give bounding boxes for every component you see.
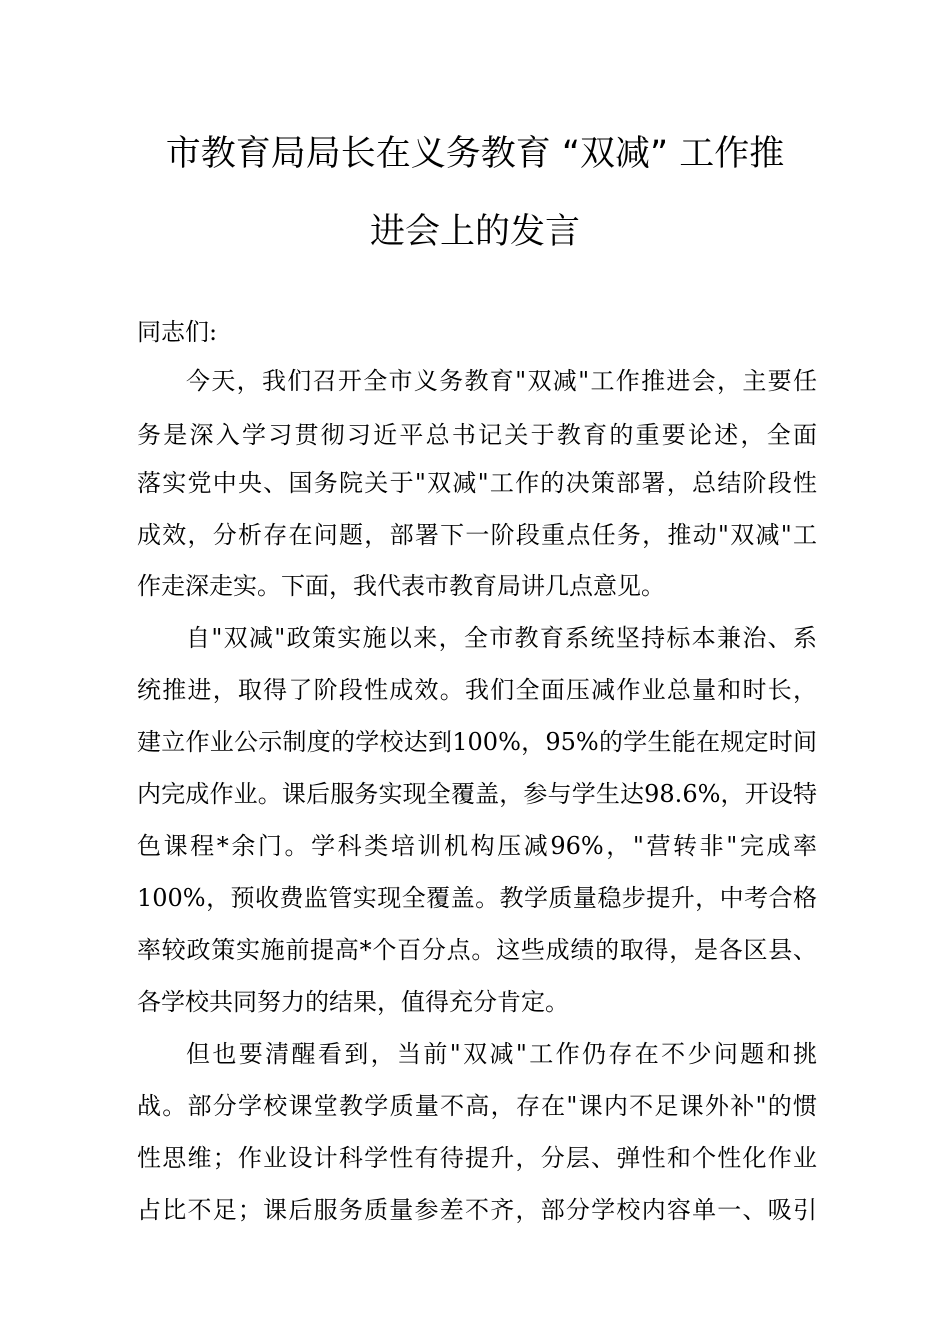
paragraph-3-line-1: 但也要清醒看到，当前"双减"工作仍存在不少问题和挑 <box>186 1040 817 1068</box>
paragraph-2-line-1: 自"双减"政策实施以来，全市教育系统坚持标本兼治、系 <box>186 624 817 652</box>
paragraph-1-line-5: 作走深走实。下面，我代表市教育局讲几点意见。 <box>137 572 665 600</box>
paragraph-2-line-2: 统推进，取得了阶段性成效。我们全面压减作业总量和时长， <box>137 676 817 704</box>
paragraph-2-line-5: 色课程*余门。学科类培训机构压减96%，"营转非"完成率 <box>137 832 817 860</box>
paragraph-2-line-6: 100%，预收费监管实现全覆盖。教学质量稳步提升，中考合格 <box>137 884 817 912</box>
paragraph-2-line-3: 建立作业公示制度的学校达到100%，95%的学生能在规定时间 <box>137 728 817 756</box>
salutation: 同志们: <box>137 318 218 346</box>
paragraph-1-line-4: 成效，分析存在问题，部署下一阶段重点任务，推动"双减"工 <box>137 521 817 549</box>
paragraph-1-line-3: 落实党中央、国务院关于"双减"工作的决策部署，总结阶段性 <box>137 469 817 497</box>
paragraph-2-line-7: 率较政策实施前提高*个百分点。这些成绩的取得，是各区县、 <box>137 936 817 964</box>
document-title-line-2: 进会上的发言 <box>369 212 580 252</box>
document-title-line-1: 市教育局局长在义务教育 “双减” 工作推 <box>165 134 785 174</box>
paragraph-1-line-2: 务是深入学习贯彻习近平总书记关于教育的重要论述，全面 <box>137 421 817 449</box>
paragraph-3-line-3: 性思维；作业设计科学性有待提升，分层、弹性和个性化作业 <box>137 1144 817 1172</box>
paragraph-2-line-4: 内完成作业。课后服务实现全覆盖，参与学生达98.6%，开设特 <box>137 780 817 808</box>
paragraph-3-line-2: 战。部分学校课堂教学质量不高，存在"课内不足课外补"的惯 <box>137 1092 817 1120</box>
paragraph-2-line-8: 各学校共同努力的结果，值得充分肯定。 <box>137 988 569 1016</box>
paragraph-1-line-1: 今天，我们召开全市义务教育"双减"工作推进会，主要任 <box>186 367 817 395</box>
paragraph-3-line-4: 占比不足；课后服务质量参差不齐，部分学校内容单一、吸引 <box>137 1196 817 1224</box>
